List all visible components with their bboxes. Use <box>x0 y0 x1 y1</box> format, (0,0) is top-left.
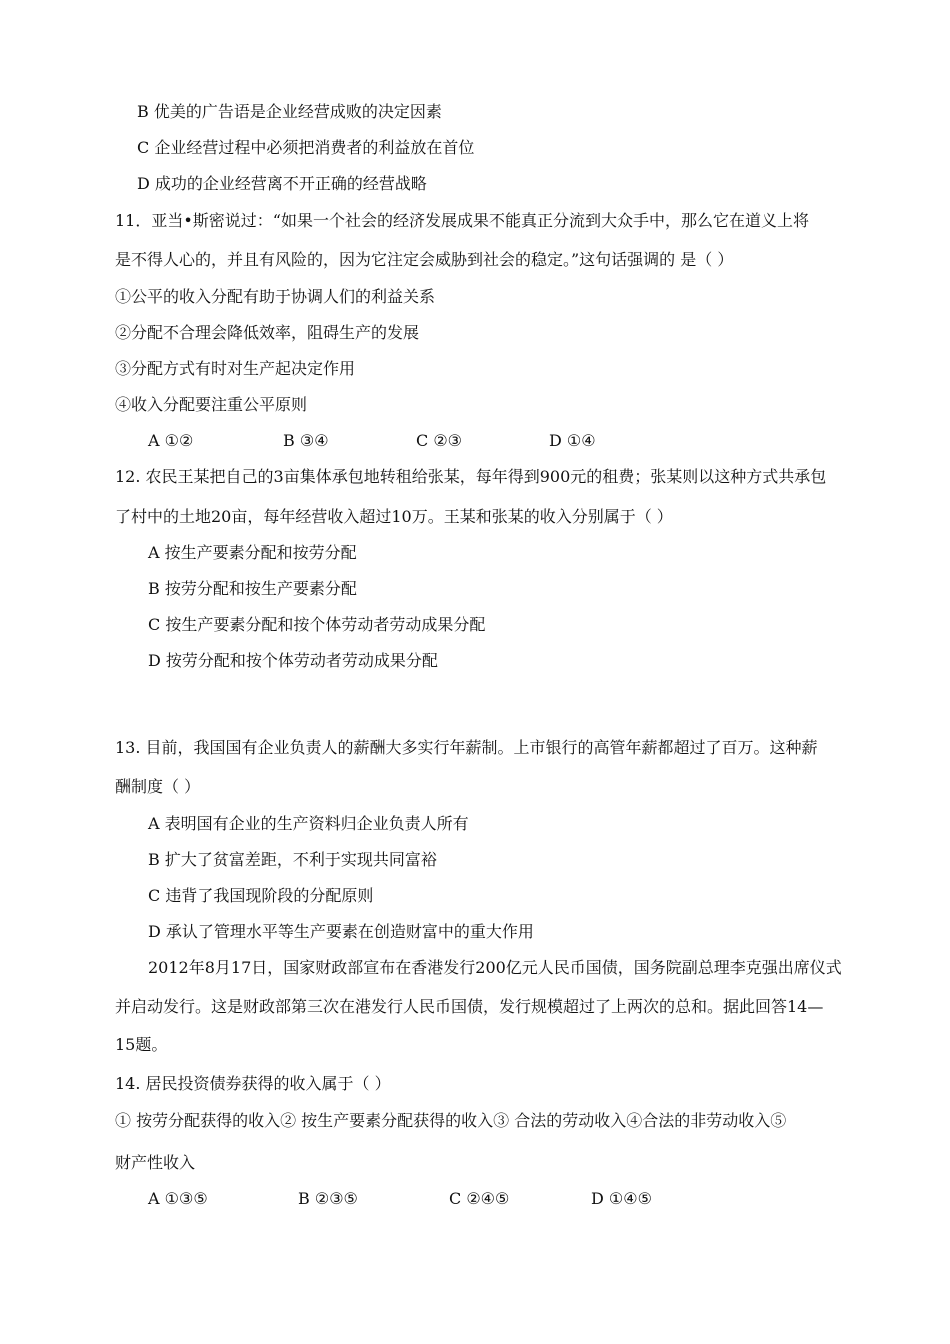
q12-option-a: A 按生产要素分配和按劳分配 <box>148 543 357 562</box>
q14-items-line2: 财产性收入 <box>115 1153 196 1172</box>
q13-stem-line2: 酬制度（ ） <box>115 777 201 796</box>
q13-option-d: D 承认了管理水平等生产要素在创造财富中的重大作用 <box>148 922 534 941</box>
q13-stem-line1: 13. 目前，我国国有企业负责人的薪酬大多实行年薪制。上市银行的高管年薪都超过了百万。这种薪 <box>115 738 818 757</box>
passage-line2: 并启动发行。这是财政部第三次在港发行人民币国债，发行规模超过了上两次的总和。据此回答14— <box>115 997 824 1016</box>
q11-choice-b: B ③④ <box>283 431 329 450</box>
q11-choice-c: C ②③ <box>416 431 463 450</box>
q12-option-c: C 按生产要素分配和按个体劳动者劳动成果分配 <box>148 615 486 634</box>
q10-option-d: D 成功的企业经营离不开正确的经营战略 <box>137 174 427 193</box>
q14-items-line1: ① 按劳分配获得的收入② 按生产要素分配获得的收入③ 合法的劳动收入④合法的非劳动收入⑤ <box>115 1111 787 1130</box>
q14-stem: 14. 居民投资债券获得的收入属于（ ） <box>115 1074 391 1093</box>
q11-item-3: ③分配方式有时对生产起决定作用 <box>115 359 356 378</box>
q14-choice-d: D ①④⑤ <box>591 1189 652 1208</box>
q11-stem-line2: 是不得人心的，并且有风险的，因为它注定会威胁到社会的稳定。”这句话强调的 是（ ） <box>115 250 734 269</box>
q11-item-1: ①公平的收入分配有助于协调人们的利益关系 <box>115 287 436 306</box>
q10-option-c: C 企业经营过程中必须把消费者的利益放在首位 <box>137 138 475 157</box>
q14-choice-a: A ①③⑤ <box>148 1189 208 1208</box>
q14-choice-b: B ②③⑤ <box>298 1189 358 1208</box>
q12-stem-line1: 12. 农民王某把自己的3亩集体承包地转租给张某，每年得到900元的租费；张某则以这种方式共承包 <box>115 467 827 486</box>
q14-choice-c: C ②④⑤ <box>449 1189 510 1208</box>
passage-line3: 15题。 <box>115 1035 168 1054</box>
q11-choice-a: A ①② <box>148 431 194 450</box>
q10-option-b: B 优美的广告语是企业经营成败的决定因素 <box>137 102 442 121</box>
q12-stem-line2: 了村中的土地20亩，每年经营收入超过10万。王某和张某的收入分别属于（ ） <box>115 507 673 526</box>
q11-item-2: ②分配不合理会降低效率，阻碍生产的发展 <box>115 323 420 342</box>
passage-line1: 2012年8月17日，国家财政部宣布在香港发行200亿元人民币国债，国务院副总理李克强出席仪式 <box>148 958 842 977</box>
q13-option-c: C 违背了我国现阶段的分配原则 <box>148 886 374 905</box>
q12-option-b: B 按劳分配和按生产要素分配 <box>148 579 357 598</box>
q13-option-b: B 扩大了贫富差距，不利于实现共同富裕 <box>148 850 437 869</box>
q11-choice-d: D ①④ <box>549 431 596 450</box>
q12-option-d: D 按劳分配和按个体劳动者劳动成果分配 <box>148 651 438 670</box>
q11-item-4: ④收入分配要注重公平原则 <box>115 395 308 414</box>
q13-option-a: A 表明国有企业的生产资料归企业负责人所有 <box>148 814 469 833</box>
q11-stem-line1: 11．亚当•斯密说过：“如果一个社会的经济发展成果不能真正分流到大众手中，那么它在道义上将 <box>115 211 809 230</box>
